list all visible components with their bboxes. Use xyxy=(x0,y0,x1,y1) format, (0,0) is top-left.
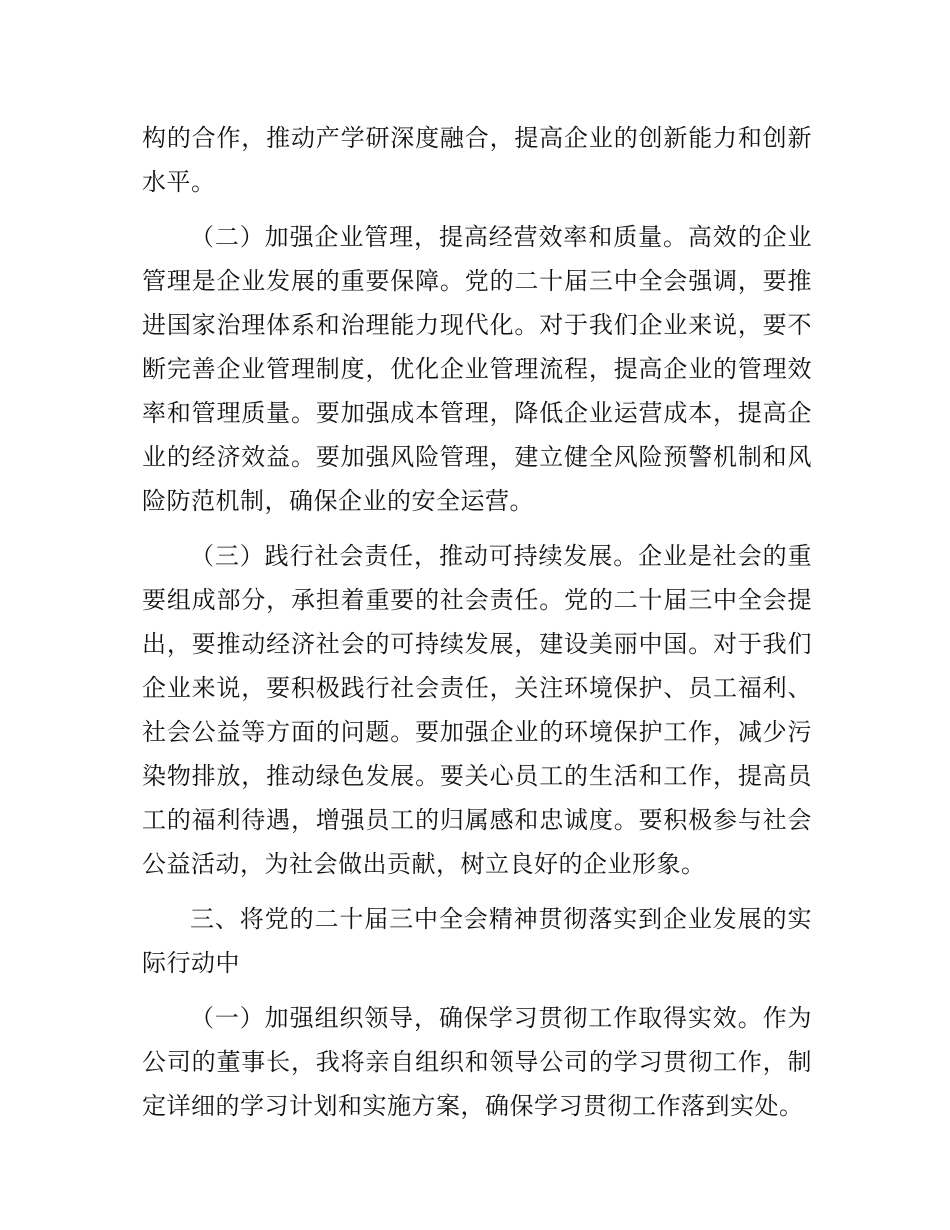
paragraph-continuation: 构的合作，推动产学研深度融合，提高企业的创新能力和创新水平。 xyxy=(142,124,812,196)
document-body xyxy=(142,116,812,1139)
section-heading-three: 三、将党的二十届三中全会精神贯彻落实到企业发展的实际行动中 xyxy=(142,905,812,977)
paragraph-organizational-leadership: （一）加强组织领导，确保学习贯彻工作取得实效。作为公司的董事长，我将亲自组织和领导公司的学习贯彻工作，制定详细的学习计划和实施方案，确保学习贯彻工作落到实处。 xyxy=(142,1004,812,1120)
paragraph-strengthen-management: （二）加强企业管理，提高经营效率和质量。高效的企业管理是企业发展的重要保障。党的二十届三中全会强调，要推进国家治理体系和治理能力现代化。对于我们企业来说，要不断完善企业管理制度，优化企业管理流程，提高企业的管理效率和管理质量。要加强成本管理，降低企业运营成本，提高企业的经济效益。要加强风险管理，建立健全风险预警机制和风险防范机制，确保企业的安全运营。 xyxy=(142,223,812,515)
paragraph-social-responsibility: （三）践行社会责任，推动可持续发展。企业是社会的重要组成部分，承担着重要的社会责任。党的二十届三中全会提出，要推动经济社会的可持续发展，建设美丽中国。对于我们企业来说，要积极践行社会责任，关注环境保护、员工福利、社会公益等方面的问题。要加强企业的环境保护工作，减少污染物排放，推动绿色发展。要关心员工的生活和工作，提高员工的福利待遇，增强员工的归属感和忠诚度。要积极参与社会公益活动，为社会做出贡献，树立良好的企业形象。 xyxy=(142,542,812,878)
